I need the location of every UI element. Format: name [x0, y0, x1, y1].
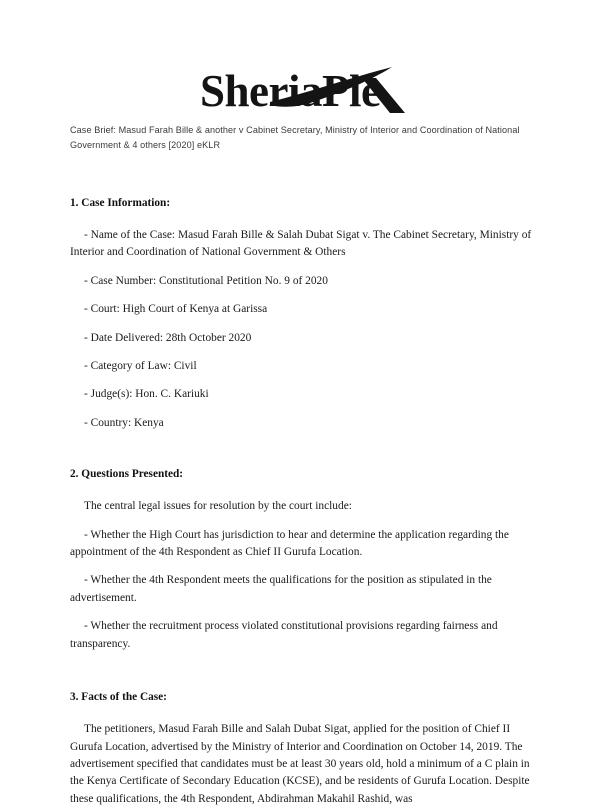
case-information-item: - Country: Kenya — [84, 416, 164, 429]
questions-presented-item: - Whether the recruitment process violated constitutional provisions regarding fairness and transparency. — [70, 620, 498, 650]
section-heading-facts-of-the-case: 3. Facts of the Case: — [70, 691, 167, 704]
questions-presented-item: - Whether the 4th Respondent meets the qualifications for the position as stipulated in the advertisement. — [70, 574, 492, 604]
document-subtitle: Case Brief: Masud Farah Bille & another v Cabinet Secretary, Ministry of Interior and Coordination of National Government & 4 others [2020] eKLR — [70, 125, 520, 151]
section-facts-of-the-case — [70, 690, 542, 808]
questions-presented-item: - Whether the High Court has jurisdiction to hear and determine the application regarding the appointment of the 4th Respondent as Chief II Gurufa Location. — [70, 528, 509, 559]
case-information-item: - Case Number: Constitutional Petition No. 9 of 2020 — [84, 274, 328, 287]
sheriaplex-logo — [0, 58, 612, 120]
questions-presented-intro: The central legal issues for resolution by the court include: — [84, 500, 352, 513]
case-information-item: - Date Delivered: 28th October 2020 — [84, 331, 252, 344]
document-body — [70, 196, 542, 808]
sheriaplex-logo-icon — [192, 58, 420, 116]
section-questions-presented — [70, 467, 542, 653]
case-information-item: - Court: High Court of Kenya at Garissa — [84, 303, 268, 316]
facts-of-the-case-body — [70, 721, 542, 808]
svg-text:SheriaPle: SheriaPle — [200, 66, 381, 116]
case-information-item: - Category of Law: Civil — [84, 360, 197, 373]
section-heading-case-information: 1. Case Information: — [70, 197, 171, 209]
section-case-information — [70, 196, 542, 432]
case-information-item: - Name of the Case: Masud Farah Bille & Salah Dubat Sigat v. The Cabinet Secretary, Ministry of Interior and Coordination of National Government & Others — [70, 229, 532, 259]
case-information-list — [70, 227, 542, 432]
case-information-item: - Judge(s): Hon. C. Kariuki — [84, 388, 209, 401]
section-heading-questions-presented: 2. Questions Presented: — [70, 468, 184, 481]
facts-paragraph: The petitioners, Masud Farah Bille and Salah Dubat Sigat, applied for the position of Chief II Gurufa Location, advertised by the Ministry of Interior and Coordination on October 14, 2019. The advertisement specified that candidates must be at least 30 years old, hold a minimum of a C plain in the Kenya Certificate of Secondary Education (KCSE), and be residents of Gurufa Location. Despite these qualifications, the 4th Respondent, Abdirahman Makahil Rashid, was — [70, 723, 530, 805]
questions-presented-list — [70, 498, 542, 653]
